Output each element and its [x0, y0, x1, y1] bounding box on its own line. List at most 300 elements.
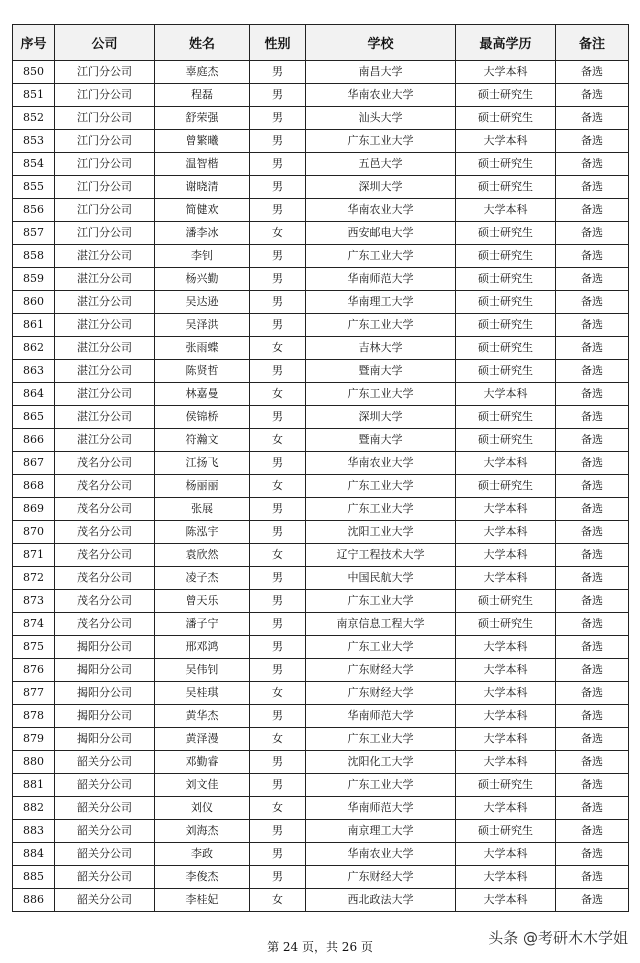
cell-gender: 女: [250, 797, 306, 820]
cell-degree: 硕士研究生: [456, 337, 556, 360]
cell-name: 陈泓宇: [155, 521, 250, 544]
cell-remark: 备选: [556, 774, 629, 797]
cell-school: 五邑大学: [306, 153, 456, 176]
cell-name: 符瀚文: [155, 429, 250, 452]
cell-gender: 男: [250, 84, 306, 107]
table-row: [13, 429, 629, 452]
cell-gender: 男: [250, 291, 306, 314]
cell-gender: 男: [250, 820, 306, 843]
table-row: [13, 337, 629, 360]
cell-company: 江门分公司: [55, 153, 155, 176]
table-row: [13, 682, 629, 705]
cell-name: 李桂妃: [155, 889, 250, 912]
cell-index: 862: [13, 337, 55, 360]
roster-sheet: [12, 24, 628, 912]
cell-index: 874: [13, 613, 55, 636]
table-row: [13, 705, 629, 728]
table-row: [13, 383, 629, 406]
table-row: [13, 222, 629, 245]
table-row: [13, 360, 629, 383]
cell-degree: 大学本科: [456, 889, 556, 912]
cell-company: 韶关分公司: [55, 820, 155, 843]
cell-gender: 男: [250, 636, 306, 659]
table-row: [13, 567, 629, 590]
cell-index: 872: [13, 567, 55, 590]
cell-index: 884: [13, 843, 55, 866]
cell-name: 吴伟钊: [155, 659, 250, 682]
cell-company: 茂名分公司: [55, 521, 155, 544]
cell-degree: 大学本科: [456, 705, 556, 728]
header-cell: 公司: [55, 25, 155, 61]
cell-school: 广东工业大学: [306, 475, 456, 498]
cell-name: 刘文佳: [155, 774, 250, 797]
cell-school: 华南师范大学: [306, 797, 456, 820]
table-row: [13, 590, 629, 613]
table-row: [13, 728, 629, 751]
cell-gender: 男: [250, 774, 306, 797]
cell-name: 温智楷: [155, 153, 250, 176]
cell-school: 深圳大学: [306, 176, 456, 199]
cell-company: 湛江分公司: [55, 429, 155, 452]
cell-degree: 大学本科: [456, 797, 556, 820]
candidate-table: [12, 24, 629, 912]
cell-degree: 大学本科: [456, 199, 556, 222]
cell-degree: 大学本科: [456, 636, 556, 659]
cell-degree: 硕士研究生: [456, 429, 556, 452]
table-row: [13, 797, 629, 820]
cell-degree: 大学本科: [456, 751, 556, 774]
cell-gender: 男: [250, 843, 306, 866]
cell-gender: 男: [250, 107, 306, 130]
cell-name: 张展: [155, 498, 250, 521]
cell-index: 858: [13, 245, 55, 268]
cell-degree: 硕士研究生: [456, 84, 556, 107]
cell-index: 885: [13, 866, 55, 889]
cell-index: 866: [13, 429, 55, 452]
cell-gender: 女: [250, 728, 306, 751]
cell-index: 856: [13, 199, 55, 222]
cell-school: 吉林大学: [306, 337, 456, 360]
cell-remark: 备选: [556, 107, 629, 130]
cell-name: 邓勤睿: [155, 751, 250, 774]
cell-company: 湛江分公司: [55, 268, 155, 291]
table-row: [13, 521, 629, 544]
table-row: [13, 107, 629, 130]
cell-index: 854: [13, 153, 55, 176]
cell-school: 广东财经大学: [306, 682, 456, 705]
cell-index: 864: [13, 383, 55, 406]
cell-remark: 备选: [556, 291, 629, 314]
cell-degree: 大学本科: [456, 61, 556, 84]
cell-name: 简健欢: [155, 199, 250, 222]
cell-company: 韶关分公司: [55, 843, 155, 866]
table-row: [13, 843, 629, 866]
header-cell: 性别: [250, 25, 306, 61]
cell-gender: 男: [250, 360, 306, 383]
cell-company: 湛江分公司: [55, 337, 155, 360]
cell-school: 暨南大学: [306, 429, 456, 452]
cell-company: 江门分公司: [55, 222, 155, 245]
table-row: [13, 84, 629, 107]
cell-index: 857: [13, 222, 55, 245]
cell-school: 广东工业大学: [306, 245, 456, 268]
cell-gender: 男: [250, 452, 306, 475]
table-row: [13, 498, 629, 521]
cell-remark: 备选: [556, 406, 629, 429]
table-row: [13, 176, 629, 199]
cell-remark: 备选: [556, 682, 629, 705]
cell-name: 林嘉曼: [155, 383, 250, 406]
cell-degree: 大学本科: [456, 383, 556, 406]
cell-name: 吴泽洪: [155, 314, 250, 337]
header-cell: 序号: [13, 25, 55, 61]
cell-school: 广东工业大学: [306, 728, 456, 751]
cell-name: 舒荣强: [155, 107, 250, 130]
cell-gender: 男: [250, 314, 306, 337]
cell-remark: 备选: [556, 705, 629, 728]
cell-remark: 备选: [556, 268, 629, 291]
cell-name: 张雨蝶: [155, 337, 250, 360]
cell-school: 南京信息工程大学: [306, 613, 456, 636]
cell-index: 878: [13, 705, 55, 728]
cell-gender: 男: [250, 498, 306, 521]
cell-company: 湛江分公司: [55, 245, 155, 268]
cell-index: 868: [13, 475, 55, 498]
cell-gender: 男: [250, 245, 306, 268]
cell-name: 曾繁曦: [155, 130, 250, 153]
cell-company: 湛江分公司: [55, 291, 155, 314]
cell-remark: 备选: [556, 613, 629, 636]
cell-name: 李钊: [155, 245, 250, 268]
header-cell: 备注: [556, 25, 629, 61]
cell-index: 853: [13, 130, 55, 153]
cell-school: 华南农业大学: [306, 452, 456, 475]
cell-company: 茂名分公司: [55, 498, 155, 521]
cell-remark: 备选: [556, 199, 629, 222]
cell-degree: 大学本科: [456, 659, 556, 682]
cell-index: 855: [13, 176, 55, 199]
cell-company: 茂名分公司: [55, 567, 155, 590]
cell-company: 茂名分公司: [55, 613, 155, 636]
cell-gender: 男: [250, 176, 306, 199]
cell-name: 李俊杰: [155, 866, 250, 889]
cell-company: 韶关分公司: [55, 751, 155, 774]
cell-degree: 大学本科: [456, 521, 556, 544]
cell-gender: 女: [250, 889, 306, 912]
cell-school: 广东工业大学: [306, 590, 456, 613]
cell-gender: 女: [250, 337, 306, 360]
cell-remark: 备选: [556, 383, 629, 406]
cell-company: 揭阳分公司: [55, 705, 155, 728]
cell-company: 江门分公司: [55, 84, 155, 107]
cell-remark: 备选: [556, 452, 629, 475]
cell-index: 876: [13, 659, 55, 682]
cell-name: 江扬飞: [155, 452, 250, 475]
cell-index: 865: [13, 406, 55, 429]
cell-company: 韶关分公司: [55, 797, 155, 820]
cell-company: 韶关分公司: [55, 774, 155, 797]
cell-remark: 备选: [556, 153, 629, 176]
cell-gender: 女: [250, 544, 306, 567]
cell-gender: 男: [250, 521, 306, 544]
table-row: [13, 613, 629, 636]
cell-school: 广东工业大学: [306, 130, 456, 153]
table-row: [13, 751, 629, 774]
table-row: [13, 866, 629, 889]
cell-remark: 备选: [556, 429, 629, 452]
cell-company: 江门分公司: [55, 176, 155, 199]
cell-name: 谢晓清: [155, 176, 250, 199]
cell-name: 黄泽漫: [155, 728, 250, 751]
cell-school: 广东工业大学: [306, 636, 456, 659]
cell-remark: 备选: [556, 636, 629, 659]
cell-school: 南京理工大学: [306, 820, 456, 843]
cell-index: 875: [13, 636, 55, 659]
cell-degree: 硕士研究生: [456, 475, 556, 498]
cell-index: 869: [13, 498, 55, 521]
cell-company: 茂名分公司: [55, 452, 155, 475]
table-row: [13, 130, 629, 153]
cell-index: 867: [13, 452, 55, 475]
cell-gender: 男: [250, 130, 306, 153]
cell-name: 潘李冰: [155, 222, 250, 245]
cell-degree: 大学本科: [456, 843, 556, 866]
cell-company: 茂名分公司: [55, 475, 155, 498]
cell-school: 华南理工大学: [306, 291, 456, 314]
cell-school: 中国民航大学: [306, 567, 456, 590]
cell-remark: 备选: [556, 84, 629, 107]
table-row: [13, 774, 629, 797]
cell-degree: 硕士研究生: [456, 153, 556, 176]
cell-degree: 大学本科: [456, 866, 556, 889]
cell-gender: 男: [250, 153, 306, 176]
table-row: [13, 636, 629, 659]
cell-index: 879: [13, 728, 55, 751]
cell-remark: 备选: [556, 797, 629, 820]
cell-school: 广东工业大学: [306, 498, 456, 521]
cell-gender: 男: [250, 199, 306, 222]
cell-name: 吴达逊: [155, 291, 250, 314]
cell-school: 南昌大学: [306, 61, 456, 84]
cell-school: 华南农业大学: [306, 84, 456, 107]
cell-name: 凌子杰: [155, 567, 250, 590]
cell-name: 侯锦桥: [155, 406, 250, 429]
table-row: [13, 475, 629, 498]
cell-gender: 男: [250, 590, 306, 613]
cell-remark: 备选: [556, 61, 629, 84]
cell-company: 湛江分公司: [55, 360, 155, 383]
cell-remark: 备选: [556, 567, 629, 590]
cell-remark: 备选: [556, 176, 629, 199]
cell-index: 863: [13, 360, 55, 383]
cell-degree: 硕士研究生: [456, 774, 556, 797]
cell-degree: 硕士研究生: [456, 291, 556, 314]
cell-gender: 男: [250, 567, 306, 590]
watermark: 头条 @考研木木学姐: [488, 929, 628, 947]
cell-school: 沈阳化工大学: [306, 751, 456, 774]
cell-name: 曾天乐: [155, 590, 250, 613]
table-row: [13, 153, 629, 176]
table-body: [13, 61, 629, 912]
cell-gender: 女: [250, 383, 306, 406]
cell-remark: 备选: [556, 544, 629, 567]
cell-remark: 备选: [556, 820, 629, 843]
cell-remark: 备选: [556, 130, 629, 153]
cell-gender: 男: [250, 751, 306, 774]
cell-degree: 硕士研究生: [456, 314, 556, 337]
cell-name: 袁欣然: [155, 544, 250, 567]
header-cell: 姓名: [155, 25, 250, 61]
cell-gender: 女: [250, 429, 306, 452]
cell-remark: 备选: [556, 659, 629, 682]
cell-gender: 女: [250, 222, 306, 245]
table-row: [13, 406, 629, 429]
table-header-row: [13, 25, 629, 61]
cell-school: 广东财经大学: [306, 866, 456, 889]
cell-remark: 备选: [556, 360, 629, 383]
cell-degree: 硕士研究生: [456, 176, 556, 199]
cell-degree: 大学本科: [456, 544, 556, 567]
cell-name: 李政: [155, 843, 250, 866]
cell-gender: 男: [250, 705, 306, 728]
cell-school: 广东工业大学: [306, 383, 456, 406]
cell-school: 华南师范大学: [306, 705, 456, 728]
cell-degree: 硕士研究生: [456, 590, 556, 613]
cell-index: 852: [13, 107, 55, 130]
cell-company: 揭阳分公司: [55, 728, 155, 751]
cell-remark: 备选: [556, 728, 629, 751]
cell-degree: 大学本科: [456, 498, 556, 521]
cell-remark: 备选: [556, 843, 629, 866]
cell-name: 潘子宁: [155, 613, 250, 636]
table-row: [13, 659, 629, 682]
header-cell: 学校: [306, 25, 456, 61]
page-number: 第 24 页，共 26 页: [267, 940, 373, 954]
cell-degree: 硕士研究生: [456, 222, 556, 245]
table-row: [13, 314, 629, 337]
cell-index: 871: [13, 544, 55, 567]
cell-gender: 男: [250, 406, 306, 429]
table-row: [13, 544, 629, 567]
cell-gender: 男: [250, 866, 306, 889]
cell-name: 黄华杰: [155, 705, 250, 728]
cell-index: 859: [13, 268, 55, 291]
cell-remark: 备选: [556, 314, 629, 337]
table-row: [13, 199, 629, 222]
cell-gender: 男: [250, 659, 306, 682]
cell-name: 刘海杰: [155, 820, 250, 843]
cell-name: 杨丽丽: [155, 475, 250, 498]
cell-remark: 备选: [556, 245, 629, 268]
cell-gender: 男: [250, 268, 306, 291]
cell-degree: 硕士研究生: [456, 245, 556, 268]
header-cell: 最高学历: [456, 25, 556, 61]
table-row: [13, 61, 629, 84]
cell-remark: 备选: [556, 222, 629, 245]
cell-degree: 硕士研究生: [456, 107, 556, 130]
cell-company: 江门分公司: [55, 61, 155, 84]
cell-school: 汕头大学: [306, 107, 456, 130]
cell-company: 茂名分公司: [55, 590, 155, 613]
cell-degree: 硕士研究生: [456, 268, 556, 291]
cell-degree: 大学本科: [456, 682, 556, 705]
cell-remark: 备选: [556, 475, 629, 498]
table-row: [13, 889, 629, 912]
cell-name: 刘仪: [155, 797, 250, 820]
cell-degree: 硕士研究生: [456, 360, 556, 383]
cell-school: 广东工业大学: [306, 774, 456, 797]
cell-degree: 硕士研究生: [456, 406, 556, 429]
cell-index: 886: [13, 889, 55, 912]
cell-index: 850: [13, 61, 55, 84]
cell-school: 华南师范大学: [306, 268, 456, 291]
cell-company: 韶关分公司: [55, 866, 155, 889]
cell-school: 沈阳工业大学: [306, 521, 456, 544]
cell-school: 暨南大学: [306, 360, 456, 383]
cell-company: 揭阳分公司: [55, 659, 155, 682]
cell-name: 陈贤哲: [155, 360, 250, 383]
cell-degree: 大学本科: [456, 130, 556, 153]
table-row: [13, 291, 629, 314]
table-row: [13, 820, 629, 843]
cell-index: 882: [13, 797, 55, 820]
cell-school: 广东财经大学: [306, 659, 456, 682]
cell-index: 851: [13, 84, 55, 107]
cell-degree: 大学本科: [456, 728, 556, 751]
table-row: [13, 245, 629, 268]
cell-school: 深圳大学: [306, 406, 456, 429]
cell-index: 880: [13, 751, 55, 774]
cell-remark: 备选: [556, 866, 629, 889]
cell-name: 邢邓鸿: [155, 636, 250, 659]
cell-name: 程磊: [155, 84, 250, 107]
cell-name: 吴桂琪: [155, 682, 250, 705]
cell-company: 韶关分公司: [55, 889, 155, 912]
cell-index: 883: [13, 820, 55, 843]
cell-index: 881: [13, 774, 55, 797]
cell-degree: 大学本科: [456, 567, 556, 590]
cell-company: 揭阳分公司: [55, 636, 155, 659]
cell-company: 茂名分公司: [55, 544, 155, 567]
cell-school: 广东工业大学: [306, 314, 456, 337]
cell-gender: 男: [250, 613, 306, 636]
cell-remark: 备选: [556, 889, 629, 912]
cell-gender: 女: [250, 475, 306, 498]
table-row: [13, 452, 629, 475]
cell-company: 揭阳分公司: [55, 682, 155, 705]
cell-remark: 备选: [556, 337, 629, 360]
cell-name: 辜庭杰: [155, 61, 250, 84]
cell-remark: 备选: [556, 498, 629, 521]
cell-school: 华南农业大学: [306, 199, 456, 222]
cell-index: 870: [13, 521, 55, 544]
cell-index: 860: [13, 291, 55, 314]
cell-degree: 大学本科: [456, 452, 556, 475]
cell-school: 华南农业大学: [306, 843, 456, 866]
cell-index: 877: [13, 682, 55, 705]
cell-company: 江门分公司: [55, 130, 155, 153]
cell-company: 江门分公司: [55, 107, 155, 130]
cell-remark: 备选: [556, 590, 629, 613]
cell-gender: 男: [250, 61, 306, 84]
table-row: [13, 268, 629, 291]
cell-company: 湛江分公司: [55, 406, 155, 429]
cell-index: 861: [13, 314, 55, 337]
cell-index: 873: [13, 590, 55, 613]
cell-school: 西安邮电大学: [306, 222, 456, 245]
cell-remark: 备选: [556, 751, 629, 774]
cell-degree: 硕士研究生: [456, 820, 556, 843]
